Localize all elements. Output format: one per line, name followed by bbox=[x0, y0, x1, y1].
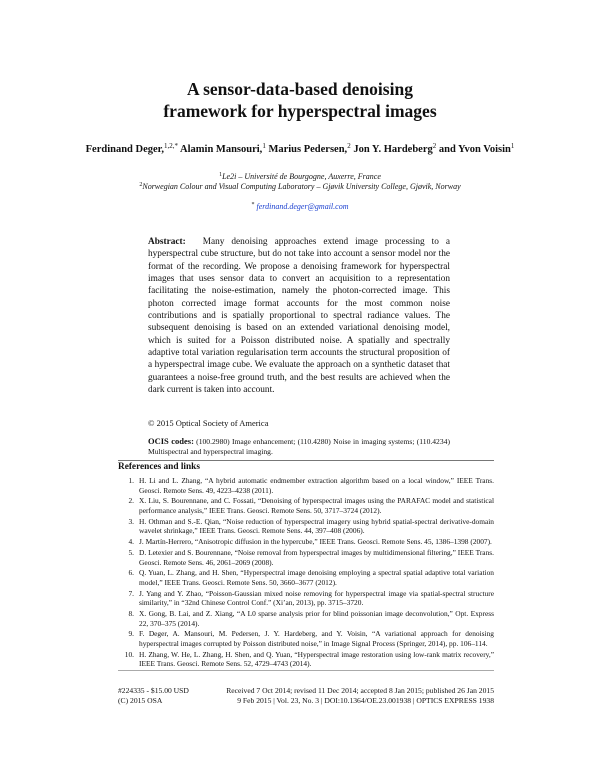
author-affiliation-mark: 1 bbox=[262, 142, 266, 150]
affiliation-1 bbox=[80, 172, 520, 182]
footer-right bbox=[190, 686, 494, 706]
title-line-1: A sensor-data-based denoising bbox=[187, 79, 413, 99]
author-name: and Yvon Voisin bbox=[438, 144, 511, 155]
author-name: Marius Pedersen, bbox=[268, 144, 348, 155]
journal-citation: 9 Feb 2015 | Vol. 23, No. 3 | DOI:10.1364/OE.23.001938 | OPTICS EXPRESS 1938 bbox=[237, 696, 494, 705]
publisher-copyright: (C) 2015 OSA bbox=[118, 696, 163, 705]
reference-text: X. Liu, S. Bourennane, and C. Fossati, “Denoising of hyperspectral images using the PARAFAC model and statistical performance analysis,” IEEE Trans. Geosci. Remote Sens. 50, 3717–3724 (2012). bbox=[139, 496, 494, 515]
affiliation-text: Le2i – Université de Bourgogne, Auxerre, France bbox=[222, 172, 381, 181]
affiliation-mark: 2 bbox=[139, 182, 143, 188]
email-link[interactable]: ferdinand.deger@gmail.com bbox=[256, 202, 349, 211]
reference-text: J. Yang and Y. Zhao, “Poisson-Gaussian mixed noise removing for hyperspectral image via spatial-spectral structure similarity,” in “32nd Chinese Control Conf.” (Xi’an, 2013), pp. 3715–3720. bbox=[139, 588, 494, 608]
article-price: #224335 - $15.00 USD bbox=[118, 686, 189, 695]
email-mark: * bbox=[251, 202, 255, 208]
reference-number: 5. bbox=[128, 547, 134, 557]
author-name: Jon Y. Hardeberg bbox=[353, 144, 433, 155]
author-affiliation-mark: 2 bbox=[347, 142, 351, 150]
reference-number: 7. bbox=[128, 588, 134, 598]
reference-item bbox=[118, 609, 494, 628]
reference-text: F. Deger, A. Mansouri, M. Pedersen, J. Y. Hardeberg, and Y. Voisin, “A variational approach for denoising hyperspectral images corrupted by Poisson distributed noise,” in Image Signal Process (Springer, 2014), pp. 106–114. bbox=[139, 629, 494, 648]
reference-item bbox=[118, 517, 494, 536]
affiliation-mark: 1 bbox=[219, 172, 223, 178]
reference-number: 2. bbox=[128, 496, 134, 506]
reference-text: H. Othman and S.-E. Qian, “Noise reduction of hyperspectral imagery using hybrid spatial-spectral derivative-domain wavelet shrinkage,” IEEE Trans. Geosci. Remote Sens. 44, 397–408 (2006). bbox=[139, 516, 494, 536]
paper-title bbox=[60, 78, 540, 122]
author-list bbox=[80, 142, 520, 157]
abstract-text: Many denoising approaches extend image processing to a hyperspectral cube structure, but do not take into account a sensor model nor the format of the recording. We propose a denoising framework for hyperspectral images that uses sensor data to convert an acquisition to a representation facilitating the noise-estimation, namely the photon-corrected image. This photon corrected image format accounts for the most common noise contributions and is spatially proportional to spectral radiance values. The subsequent denoising is based on an extended variational denoising model, which is suited for a Poisson distributed noise. A spatially and spectrally adaptive total variation regularisation term accounts the structural proposition of a hyperspectral image cube. We evaluate the approach on a synthetic dataset that guarantees a noise-free ground truth, and the best results are achieved when the dark current is taken into account. bbox=[148, 237, 451, 396]
reference-item bbox=[118, 629, 494, 648]
ocis-codes bbox=[148, 436, 450, 457]
reference-item bbox=[118, 650, 494, 669]
ocis-label: OCIS codes: bbox=[148, 436, 194, 446]
references-heading: References and links bbox=[118, 462, 200, 472]
reference-text: X. Gong, B. Lai, and Z. Xiang, “A L0 sparse analysis prior for blind poissonian image deconvolution,” Opt. Express 22, 370–375 (2014). bbox=[139, 609, 494, 628]
author-name: Ferdinand Deger, bbox=[85, 144, 164, 155]
title-line-2: framework for hyperspectral images bbox=[163, 101, 437, 121]
affiliation-text: Norwegian Colour and Visual Computing Laboratory – Gjøvik University College, Gjøvik, Norway bbox=[142, 182, 461, 191]
reference-number: 1. bbox=[128, 476, 134, 485]
reference-number: 9. bbox=[128, 629, 134, 639]
reference-item bbox=[118, 548, 494, 567]
author-affiliation-mark: 1,2,* bbox=[164, 142, 178, 150]
reference-text: H. Li and L. Zhang, “A hybrid automatic endmember extraction algorithm based on a local window,” IEEE Trans. Geosci. Remote Sens. 49, 4223–4238 (2011). bbox=[139, 476, 494, 495]
reference-text: Q. Yuan, L. Zhang, and H. Shen, “Hyperspectral image denoising employing a spectral spatial adaptive total variation model,” IEEE Trans. Geosci. Remote Sens. 50, 3660–3677 (2012). bbox=[139, 568, 494, 587]
reference-number: 6. bbox=[128, 568, 134, 578]
reference-item bbox=[118, 537, 494, 547]
reference-number: 3. bbox=[128, 516, 134, 526]
references-divider bbox=[118, 460, 494, 461]
publication-history: Received 7 Oct 2014; revised 11 Dec 2014; accepted 8 Jan 2015; published 26 Jan 2015 bbox=[226, 686, 494, 695]
reference-text: J. Martín-Herrero, “Anisotropic diffusion in the hypercube,” IEEE Trans. Geosci. Remote Sens. 45, 1386–1398 (2007). bbox=[139, 537, 492, 547]
abstract bbox=[148, 236, 450, 396]
reference-text: D. Letexier and S. Bourennane, “Noise removal from hyperspectral images by multidimensional filtering,” IEEE Trans. Geosci. Remote Sens. 46, 2061–2069 (2008). bbox=[139, 547, 494, 567]
reference-item bbox=[118, 589, 494, 608]
reference-number: 8. bbox=[128, 609, 134, 619]
author-affiliation-mark: 2 bbox=[432, 142, 437, 150]
affiliation-2 bbox=[80, 182, 520, 192]
reference-number: 4. bbox=[128, 537, 134, 547]
author-affiliation-mark: 1 bbox=[510, 142, 515, 150]
ocis-text: (100.2980) Image enhancement; (110.4280) Noise in imaging systems; (110.4234) Multispectral and hyperspectral imaging. bbox=[148, 437, 450, 456]
copyright-notice: © 2015 Optical Society of America bbox=[148, 418, 269, 428]
reference-item bbox=[118, 476, 494, 495]
abstract-label: Abstract: bbox=[148, 237, 186, 247]
reference-text: H. Zhang, W. He, L. Zhang, H. Shen, and Q. Yuan, “Hyperspectral image restoration using low-rank matrix recovery,” IEEE Trans. Geosci. Remote Sens. 52, 4729–4743 (2014). bbox=[139, 649, 494, 669]
footer-divider bbox=[118, 670, 494, 671]
author-name: Alamin Mansouri, bbox=[180, 144, 263, 155]
corresponding-email bbox=[80, 202, 520, 211]
reference-number: 10. bbox=[124, 649, 134, 659]
reference-item bbox=[118, 568, 494, 587]
affiliations bbox=[80, 172, 520, 192]
references-list bbox=[118, 476, 494, 670]
reference-item bbox=[118, 496, 494, 515]
